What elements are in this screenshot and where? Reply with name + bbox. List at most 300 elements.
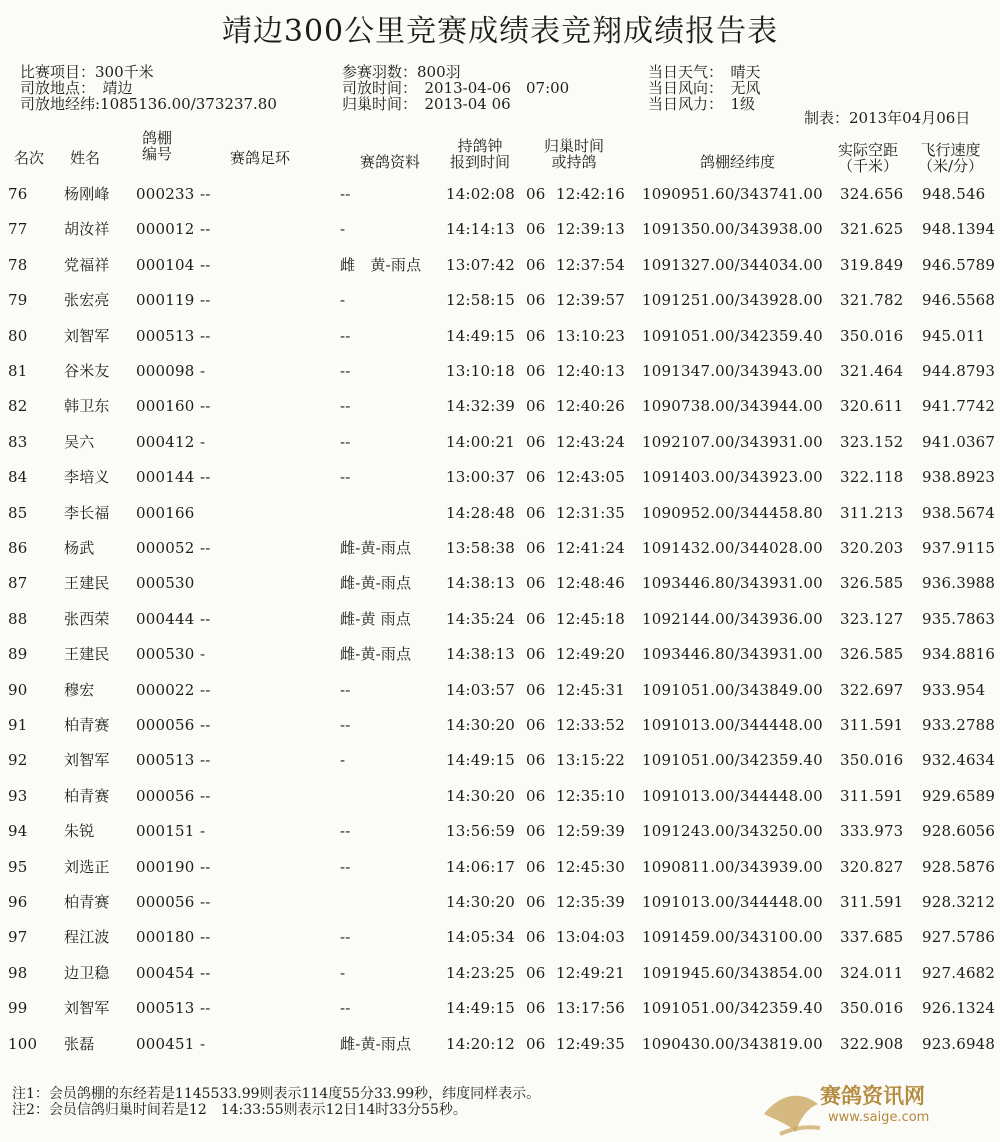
cell-bird-info: 雌-黄-雨点 <box>340 1035 412 1053</box>
cell-distance: 350.016 <box>840 751 904 769</box>
cell-name: 程江波 <box>64 928 110 946</box>
entry-count: 参赛羽数：800羽 <box>342 63 461 81</box>
cell-return-time: 12:31:35 <box>556 504 625 522</box>
cell-return-day: 06 <box>526 645 546 663</box>
footnotes <box>12 1086 540 1118</box>
header-coordinates: 鸽棚经纬度 <box>700 153 776 171</box>
cell-ring: -- <box>200 964 211 982</box>
cell-distance: 311.213 <box>840 504 904 522</box>
table-row <box>0 609 1000 645</box>
cell-bird-info: -- <box>340 185 351 203</box>
cell-return-day: 06 <box>526 327 546 345</box>
cell-name: 王建民 <box>64 645 110 663</box>
table-row <box>0 255 1000 291</box>
header-clock <box>450 138 510 170</box>
table-row <box>0 467 1000 503</box>
cell-clock-time: 14:32:39 <box>446 397 515 415</box>
cell-return-time: 12:43:24 <box>556 433 625 451</box>
cell-distance: 322.908 <box>840 1035 904 1053</box>
cell-speed: 929.6589 <box>922 787 996 805</box>
cell-return-day: 06 <box>526 822 546 840</box>
cell-name: 李培义 <box>64 468 110 486</box>
header-speed <box>918 142 983 174</box>
cell-loft-number: 000190 <box>136 858 195 876</box>
cell-return-time: 12:49:20 <box>556 645 625 663</box>
cell-coordinates: 1091013.00/344448.00 <box>642 787 823 805</box>
cell-ring: -- <box>200 291 211 309</box>
cell-coordinates: 1091051.00/342359.40 <box>642 999 823 1017</box>
cell-return-day: 06 <box>526 999 546 1017</box>
table-row <box>0 219 1000 255</box>
cell-ring: -- <box>200 858 211 876</box>
cell-distance: 321.464 <box>840 362 904 380</box>
cell-loft-number: 000144 <box>136 468 195 486</box>
cell-loft-number: 000166 <box>136 504 195 522</box>
cell-bird-info: 雌-黄-雨点 <box>340 539 412 557</box>
cell-return-day: 06 <box>526 220 546 238</box>
cell-rank: 89 <box>8 645 28 663</box>
cell-return-day: 06 <box>526 716 546 734</box>
cell-clock-time: 13:10:18 <box>446 362 515 380</box>
header-loft-line1: 鸽棚 <box>142 129 173 147</box>
cell-speed: 948.546 <box>922 185 986 203</box>
cell-speed: 927.4682 <box>922 964 996 982</box>
table-row <box>0 892 1000 928</box>
cell-name: 李长福 <box>64 504 110 522</box>
cell-distance: 322.697 <box>840 681 904 699</box>
cell-return-day: 06 <box>526 964 546 982</box>
cell-name: 党福祥 <box>64 256 110 274</box>
cell-bird-info: -- <box>340 433 351 451</box>
race-info-left <box>20 64 277 112</box>
cell-coordinates: 1091327.00/344034.00 <box>642 256 823 274</box>
cell-return-day: 06 <box>526 787 546 805</box>
header-loft <box>142 130 172 162</box>
table-row <box>0 644 1000 680</box>
cell-clock-time: 14:49:15 <box>446 999 515 1017</box>
cell-loft-number: 000530 <box>136 574 195 592</box>
cell-bird-info: -- <box>340 822 351 840</box>
cell-loft-number: 000056 <box>136 787 195 805</box>
cell-clock-time: 14:38:13 <box>446 574 515 592</box>
cell-speed: 945.011 <box>922 327 986 345</box>
cell-loft-number: 000052 <box>136 539 195 557</box>
cell-distance: 333.973 <box>840 822 904 840</box>
cell-speed: 935.7863 <box>922 610 996 628</box>
cell-clock-time: 14:03:57 <box>446 681 515 699</box>
cell-return-time: 12:59:39 <box>556 822 625 840</box>
cell-coordinates: 1091051.00/343849.00 <box>642 681 823 699</box>
cell-distance: 320.611 <box>840 397 904 415</box>
cell-clock-time: 14:28:48 <box>446 504 515 522</box>
cell-name: 王建民 <box>64 574 110 592</box>
cell-speed: 923.6948 <box>922 1035 996 1053</box>
cell-coordinates: 1092107.00/343931.00 <box>642 433 823 451</box>
cell-return-day: 06 <box>526 574 546 592</box>
cell-coordinates: 1093446.80/343931.00 <box>642 574 823 592</box>
cell-distance: 320.827 <box>840 858 904 876</box>
cell-loft-number: 000530 <box>136 645 195 663</box>
cell-rank: 88 <box>8 610 28 628</box>
cell-coordinates: 1091347.00/343943.00 <box>642 362 823 380</box>
cell-speed: 938.5674 <box>922 504 996 522</box>
cell-loft-number: 000022 <box>136 681 195 699</box>
cell-coordinates: 1091459.00/343100.00 <box>642 928 823 946</box>
cell-loft-number: 000119 <box>136 291 195 309</box>
cell-distance: 311.591 <box>840 716 904 734</box>
cell-loft-number: 000098 <box>136 362 195 380</box>
cell-bird-info: -- <box>340 928 351 946</box>
cell-loft-number: 000056 <box>136 893 195 911</box>
cell-speed: 927.5786 <box>922 928 996 946</box>
cell-ring: -- <box>200 928 211 946</box>
table-row <box>0 290 1000 326</box>
table-row <box>0 715 1000 751</box>
table-row <box>0 680 1000 716</box>
cell-rank: 91 <box>8 716 28 734</box>
cell-clock-time: 14:49:15 <box>446 751 515 769</box>
cell-name: 韩卫东 <box>64 397 110 415</box>
cell-bird-info: - <box>340 220 346 238</box>
cell-ring: - <box>200 1035 206 1053</box>
cell-rank: 79 <box>8 291 28 309</box>
cell-ring: - <box>200 362 206 380</box>
race-event: 比赛项目：300千米 <box>20 63 154 81</box>
cell-clock-time: 14:20:12 <box>446 1035 515 1053</box>
cell-name: 吴六 <box>64 433 95 451</box>
cell-return-time: 12:37:54 <box>556 256 625 274</box>
header-loft-line2: 编号 <box>142 145 173 163</box>
cell-loft-number: 000104 <box>136 256 195 274</box>
cell-loft-number: 000180 <box>136 928 195 946</box>
release-location: 司放地点： 靖边 <box>20 79 133 97</box>
cell-bird-info: - <box>340 751 346 769</box>
header-return <box>544 138 604 170</box>
cell-distance: 324.011 <box>840 964 904 982</box>
table-row <box>0 963 1000 999</box>
cell-rank: 78 <box>8 256 28 274</box>
cell-bird-info: -- <box>340 681 351 699</box>
cell-rank: 90 <box>8 681 28 699</box>
cell-bird-info: - <box>340 964 346 982</box>
cell-rank: 80 <box>8 327 28 345</box>
cell-coordinates: 1091945.60/343854.00 <box>642 964 823 982</box>
cell-rank: 86 <box>8 539 28 557</box>
cell-return-day: 06 <box>526 1035 546 1053</box>
race-info-middle <box>342 64 569 112</box>
cell-distance: 321.782 <box>840 291 904 309</box>
wind-direction: 当日风向： 无风 <box>648 79 761 97</box>
cell-return-time: 12:39:13 <box>556 220 625 238</box>
cell-coordinates: 1090811.00/343939.00 <box>642 858 823 876</box>
cell-return-time: 12:33:52 <box>556 716 625 734</box>
cell-return-time: 13:17:56 <box>556 999 625 1017</box>
header-clock-line1: 持鸽钟 <box>457 137 503 155</box>
header-bird-info: 赛鸽资料 <box>360 153 421 171</box>
table-row <box>0 396 1000 432</box>
cell-name: 柏青赛 <box>64 893 110 911</box>
cell-ring: -- <box>200 397 211 415</box>
cell-speed: 946.5568 <box>922 291 996 309</box>
cell-bird-info: - <box>340 291 346 309</box>
cell-speed: 928.3212 <box>922 893 996 911</box>
cell-return-day: 06 <box>526 397 546 415</box>
cell-ring: -- <box>200 185 211 203</box>
table-row <box>0 927 1000 963</box>
cell-rank: 95 <box>8 858 28 876</box>
cell-rank: 97 <box>8 928 28 946</box>
cell-coordinates: 1091403.00/343923.00 <box>642 468 823 486</box>
cell-ring: -- <box>200 681 211 699</box>
cell-speed: 934.8816 <box>922 645 996 663</box>
cell-clock-time: 14:30:20 <box>446 716 515 734</box>
cell-name: 杨刚峰 <box>64 185 110 203</box>
cell-ring: - <box>200 645 206 663</box>
cell-speed: 928.5876 <box>922 858 996 876</box>
cell-distance: 323.127 <box>840 610 904 628</box>
cell-return-time: 12:42:16 <box>556 185 625 203</box>
cell-coordinates: 1091350.00/343938.00 <box>642 220 823 238</box>
cell-return-day: 06 <box>526 610 546 628</box>
table-row <box>0 573 1000 609</box>
cell-return-time: 12:39:57 <box>556 291 625 309</box>
release-time: 司放时间： 2013-04-06 07:00 <box>342 79 570 97</box>
cell-speed: 938.8923 <box>922 468 996 486</box>
cell-rank: 87 <box>8 574 28 592</box>
cell-ring: - <box>200 822 206 840</box>
cell-distance: 323.152 <box>840 433 904 451</box>
cell-ring: -- <box>200 751 211 769</box>
cell-name: 张宏亮 <box>64 291 110 309</box>
cell-speed: 932.4634 <box>922 751 996 769</box>
cell-distance: 324.656 <box>840 185 904 203</box>
watermark-text: 赛鸽资讯网 <box>820 1084 925 1108</box>
cell-ring: -- <box>200 220 211 238</box>
cell-coordinates: 1091251.00/343928.00 <box>642 291 823 309</box>
cell-loft-number: 000451 <box>136 1035 195 1053</box>
cell-return-time: 12:49:21 <box>556 964 625 982</box>
cell-ring: -- <box>200 256 211 274</box>
cell-coordinates: 1090738.00/343944.00 <box>642 397 823 415</box>
cell-speed: 933.954 <box>922 681 986 699</box>
cell-name: 刘智军 <box>64 751 110 769</box>
cell-speed: 941.0367 <box>922 433 996 451</box>
cell-return-day: 06 <box>526 681 546 699</box>
table-row <box>0 361 1000 397</box>
cell-distance: 311.591 <box>840 787 904 805</box>
table-row <box>0 857 1000 893</box>
cell-clock-time: 13:56:59 <box>446 822 515 840</box>
cell-coordinates: 1090952.00/344458.80 <box>642 504 823 522</box>
cell-ring: -- <box>200 539 211 557</box>
header-return-line2: 或持鸽 <box>551 153 597 171</box>
cell-bird-info: -- <box>340 397 351 415</box>
cell-clock-time: 14:06:17 <box>446 858 515 876</box>
table-row <box>0 998 1000 1034</box>
cell-loft-number: 000513 <box>136 751 195 769</box>
cell-clock-time: 14:38:13 <box>446 645 515 663</box>
cell-return-time: 12:40:13 <box>556 362 625 380</box>
cell-ring: -- <box>200 610 211 628</box>
cell-ring: -- <box>200 893 211 911</box>
cell-clock-time: 14:23:25 <box>446 964 515 982</box>
table-row <box>0 432 1000 468</box>
cell-return-day: 06 <box>526 433 546 451</box>
cell-coordinates: 1091013.00/344448.00 <box>642 716 823 734</box>
cell-coordinates: 1091243.00/343250.00 <box>642 822 823 840</box>
cell-return-day: 06 <box>526 858 546 876</box>
table-row <box>0 786 1000 822</box>
cell-clock-time: 14:30:20 <box>446 893 515 911</box>
cell-speed: 936.3988 <box>922 574 996 592</box>
cell-ring: -- <box>200 716 211 734</box>
header-return-line1: 归巢时间 <box>544 137 605 155</box>
header-ring: 赛鸽足环 <box>230 149 291 167</box>
cell-bird-info: 雌-黄 雨点 <box>340 610 412 628</box>
cell-distance: 350.016 <box>840 327 904 345</box>
cell-bird-info: -- <box>340 362 351 380</box>
cell-clock-time: 14:30:20 <box>446 787 515 805</box>
cell-coordinates: 1092144.00/343936.00 <box>642 610 823 628</box>
cell-bird-info: 雌-黄-雨点 <box>340 645 412 663</box>
cell-return-day: 06 <box>526 504 546 522</box>
cell-loft-number: 000513 <box>136 327 195 345</box>
cell-loft-number: 000412 <box>136 433 195 451</box>
cell-name: 张西荣 <box>64 610 110 628</box>
cell-loft-number: 000160 <box>136 397 195 415</box>
cell-name: 刘智军 <box>64 327 110 345</box>
cell-return-day: 06 <box>526 185 546 203</box>
watermark-url: www.saige.com <box>828 1110 930 1125</box>
cell-clock-time: 14:35:24 <box>446 610 515 628</box>
cell-clock-time: 14:05:34 <box>446 928 515 946</box>
header-distance-line1: 实际空距 <box>838 141 899 159</box>
cell-return-time: 12:45:31 <box>556 681 625 699</box>
cell-distance: 337.685 <box>840 928 904 946</box>
cell-rank: 98 <box>8 964 28 982</box>
cell-return-time: 12:35:39 <box>556 893 625 911</box>
cell-bird-info: -- <box>340 999 351 1017</box>
cell-rank: 96 <box>8 893 28 911</box>
cell-return-day: 06 <box>526 256 546 274</box>
cell-name: 张磊 <box>64 1035 95 1053</box>
cell-name: 谷米友 <box>64 362 110 380</box>
cell-clock-time: 13:07:42 <box>446 256 515 274</box>
cell-clock-time: 14:49:15 <box>446 327 515 345</box>
cell-return-time: 12:45:18 <box>556 610 625 628</box>
cell-return-time: 12:49:35 <box>556 1035 625 1053</box>
cell-speed: 946.5789 <box>922 256 996 274</box>
cell-loft-number: 000444 <box>136 610 195 628</box>
cell-bird-info: -- <box>340 716 351 734</box>
cell-name: 朱锐 <box>64 822 95 840</box>
table-row <box>0 750 1000 786</box>
cell-rank: 76 <box>8 185 28 203</box>
race-info-right <box>648 64 761 112</box>
page-title: 靖边300公里竞赛成绩表竞翔成绩报告表 <box>221 14 779 49</box>
cell-loft-number: 000151 <box>136 822 195 840</box>
header-name: 姓名 <box>70 149 101 167</box>
cell-loft-number: 000233 <box>136 185 195 203</box>
cell-rank: 83 <box>8 433 28 451</box>
header-distance-line2: （千米） <box>838 157 899 175</box>
cell-return-time: 13:15:22 <box>556 751 625 769</box>
cell-rank: 77 <box>8 220 28 238</box>
cell-speed: 933.2788 <box>922 716 996 734</box>
cell-coordinates: 1091051.00/342359.40 <box>642 751 823 769</box>
cell-clock-time: 12:58:15 <box>446 291 515 309</box>
header-speed-line1: 飞行速度 <box>920 141 981 159</box>
cell-distance: 321.625 <box>840 220 904 238</box>
cell-return-day: 06 <box>526 468 546 486</box>
cell-return-time: 13:04:03 <box>556 928 625 946</box>
cell-return-day: 06 <box>526 928 546 946</box>
cell-speed: 926.1324 <box>922 999 996 1017</box>
cell-distance: 311.591 <box>840 893 904 911</box>
cell-name: 刘智军 <box>64 999 110 1017</box>
cell-loft-number: 000513 <box>136 999 195 1017</box>
cell-distance: 326.585 <box>840 574 904 592</box>
cell-name: 胡汝祥 <box>64 220 110 238</box>
table-row <box>0 326 1000 362</box>
release-coordinates: 司放地经纬:1085136.00/373237.80 <box>20 95 277 113</box>
header-distance <box>838 142 898 174</box>
footnote-1: 注1：会员鸽棚的东经若是1145533.99则表示114度55分33.99秒，纬度同样表示。 <box>12 1086 541 1102</box>
cell-bird-info: 雌 黄-雨点 <box>340 256 422 274</box>
cell-clock-time: 13:00:37 <box>446 468 515 486</box>
table-row <box>0 821 1000 857</box>
cell-name: 边卫稳 <box>64 964 110 982</box>
cell-speed: 937.9115 <box>922 539 996 557</box>
cell-ring: -- <box>200 999 211 1017</box>
cell-coordinates: 1090951.60/343741.00 <box>642 185 823 203</box>
weather: 当日天气： 晴天 <box>648 63 761 81</box>
cell-return-day: 06 <box>526 893 546 911</box>
cell-distance: 319.849 <box>840 256 904 274</box>
cell-ring: -- <box>200 327 211 345</box>
cell-ring: -- <box>200 468 211 486</box>
cell-speed: 928.6056 <box>922 822 996 840</box>
cell-coordinates: 1091013.00/344448.00 <box>642 893 823 911</box>
footnote-2: 注2：会员信鸽归巢时间若是12 14:33:55则表示12日14时33分55秒。 <box>12 1102 467 1118</box>
cell-return-time: 12:40:26 <box>556 397 625 415</box>
cell-clock-time: 14:02:08 <box>446 185 515 203</box>
cell-bird-info: -- <box>340 327 351 345</box>
cell-return-day: 06 <box>526 751 546 769</box>
cell-rank: 85 <box>8 504 28 522</box>
cell-distance: 320.203 <box>840 539 904 557</box>
cell-loft-number: 000012 <box>136 220 195 238</box>
cell-rank: 82 <box>8 397 28 415</box>
cell-bird-info: -- <box>340 858 351 876</box>
cell-rank: 94 <box>8 822 28 840</box>
cell-clock-time: 13:58:38 <box>446 539 515 557</box>
cell-return-time: 12:35:10 <box>556 787 625 805</box>
cell-name: 杨武 <box>64 539 95 557</box>
cell-speed: 941.7742 <box>922 397 996 415</box>
table-row <box>0 538 1000 574</box>
cell-rank: 84 <box>8 468 28 486</box>
cell-coordinates: 1091432.00/344028.00 <box>642 539 823 557</box>
header-clock-line2: 报到时间 <box>450 153 511 171</box>
cell-return-time: 12:43:05 <box>556 468 625 486</box>
cell-loft-number: 000056 <box>136 716 195 734</box>
cell-return-day: 06 <box>526 539 546 557</box>
header-rank: 名次 <box>14 149 45 167</box>
header-speed-line2: （米/分） <box>918 157 984 175</box>
cell-coordinates: 1090430.00/343819.00 <box>642 1035 823 1053</box>
cell-coordinates: 1093446.80/343931.00 <box>642 645 823 663</box>
